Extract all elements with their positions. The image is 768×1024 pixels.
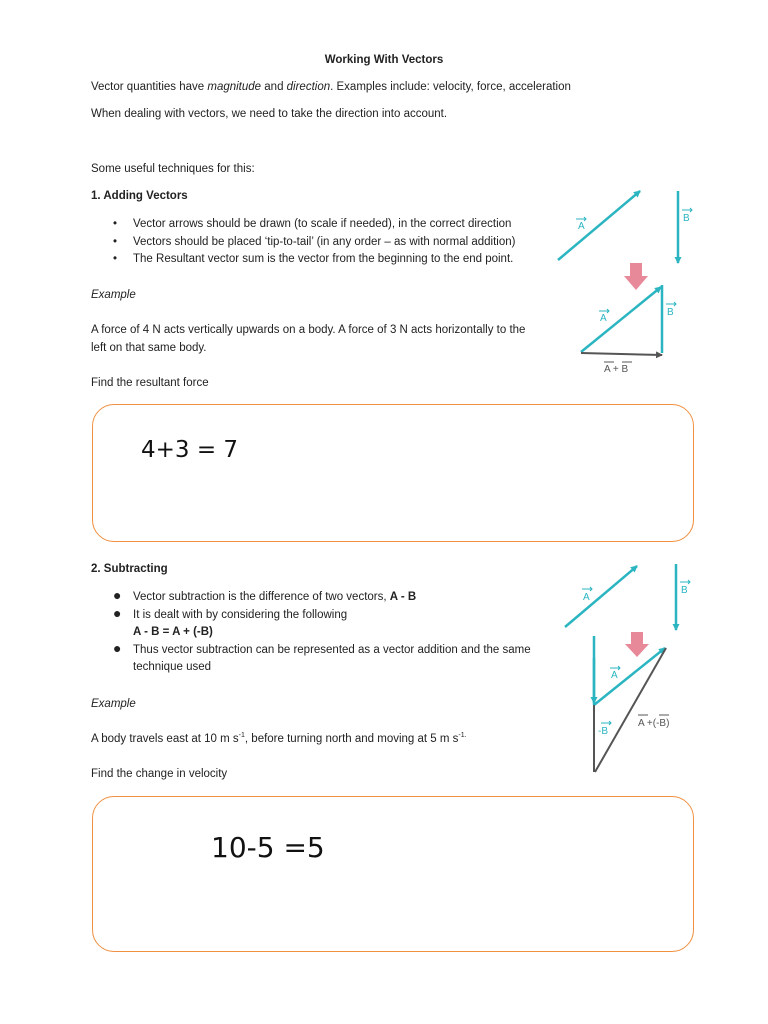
vector-a-placed [594, 648, 665, 705]
subtracting-question: Find the change in velocity [91, 768, 228, 780]
label-a: A [578, 221, 585, 232]
bullet-text: Thus vector subtraction can be represented as a vector addition and the same [133, 643, 531, 656]
subtracting-answer-box[interactable] [92, 796, 694, 952]
adding-problem-line-1: A force of 4 N acts vertically upwards on a body. A force of 3 N acts horizontally to the [91, 324, 526, 336]
list-item: • The Resultant vector sum is the vector from the beginning to the end point. [113, 253, 514, 265]
label-difference: A +(-B) [638, 718, 670, 729]
adding-question: Find the resultant force [91, 377, 209, 389]
label-neg-b: -B [598, 726, 608, 737]
bullet-text: Vector arrows should be drawn (to scale if needed), in the correct direction [133, 218, 512, 230]
bullet-text: Vectors should be placed ‘tip-to-tail’ (in any order – as with normal addition) [133, 235, 516, 248]
list-item: ● Thus vector subtraction can be represented as a vector addition and the same technique used [113, 639, 531, 673]
list-item: • Vectors should be placed ‘tip-to-tail’ (in any order – as with normal addition) [113, 235, 516, 248]
answer-text: 10-5 =5 [211, 831, 325, 864]
adding-bullets [91, 216, 515, 269]
adding-example-label: Example [91, 289, 136, 301]
adding-problem-line-2: left on that same body. [91, 342, 207, 354]
label-sum: A + B [604, 364, 629, 375]
handwritten-answer [203, 819, 423, 879]
label-a: A [611, 670, 618, 681]
adding-answer-box[interactable] [92, 404, 694, 542]
intro-direction: direction [286, 81, 331, 93]
bullet-text: Vector subtraction is the difference of two vectors, [133, 591, 390, 603]
vector-a [558, 191, 640, 260]
intro-text: . Examples include: velocity, force, acceleration [330, 81, 571, 93]
adding-heading: 1. Adding Vectors [91, 190, 188, 202]
label-a: A [600, 313, 607, 324]
exponent: -1. [458, 732, 467, 740]
label-b: B [681, 585, 688, 596]
vector-a-placed [581, 287, 661, 352]
arrow-down-icon [625, 632, 649, 657]
intro-text: and [261, 81, 287, 93]
vector-addition-diagram [548, 185, 718, 380]
subtracting-problem [91, 731, 467, 748]
list-item: ● It is dealt with by considering the following A - B = A + (-B) [113, 604, 348, 638]
label-b: B [667, 307, 674, 318]
arrow-down-icon [624, 263, 648, 290]
bullet-text: It is dealt with by considering the following [133, 608, 348, 621]
bullet-formula: A - B = A + (-B) [133, 626, 213, 638]
bullet-text: technique used [133, 661, 212, 673]
label-b: B [683, 213, 690, 224]
subtracting-example-label: Example [91, 698, 136, 710]
intro-magnitude: magnitude [207, 81, 262, 93]
intro-text: Vector quantities have [91, 81, 208, 93]
resultant-vector [581, 353, 662, 355]
bullet-bold: A - B [389, 591, 417, 603]
vector-subtraction-diagram [555, 560, 725, 775]
vector-a [565, 566, 637, 627]
bullet-text: The Resultant vector sum is the vector from the beginning to the end point. [133, 253, 514, 265]
exponent: -1 [238, 732, 245, 740]
page-title: Working With Vectors [324, 54, 444, 66]
difference-vector [595, 648, 666, 772]
intro-line-3: Some useful techniques for this: [91, 163, 255, 175]
problem-text: , before turning north and moving at 5 m s [244, 733, 459, 745]
label-a: A [583, 592, 590, 603]
subtracting-heading: 2. Subtracting [91, 563, 168, 575]
intro-line-1 [91, 79, 571, 96]
handwritten-answer [133, 425, 333, 485]
problem-text: A body travels east at 10 m s [91, 733, 239, 745]
answer-text: 4+3 = 7 [141, 437, 239, 463]
list-item: • Vector arrows should be drawn (to scale if needed), in the correct direction [113, 218, 512, 230]
list-item: ● Vector subtraction is the difference of two vectors, A - B [113, 587, 417, 603]
subtracting-bullets [91, 589, 531, 677]
intro-line-2: When dealing with vectors, we need to take the direction into account. [91, 108, 448, 120]
